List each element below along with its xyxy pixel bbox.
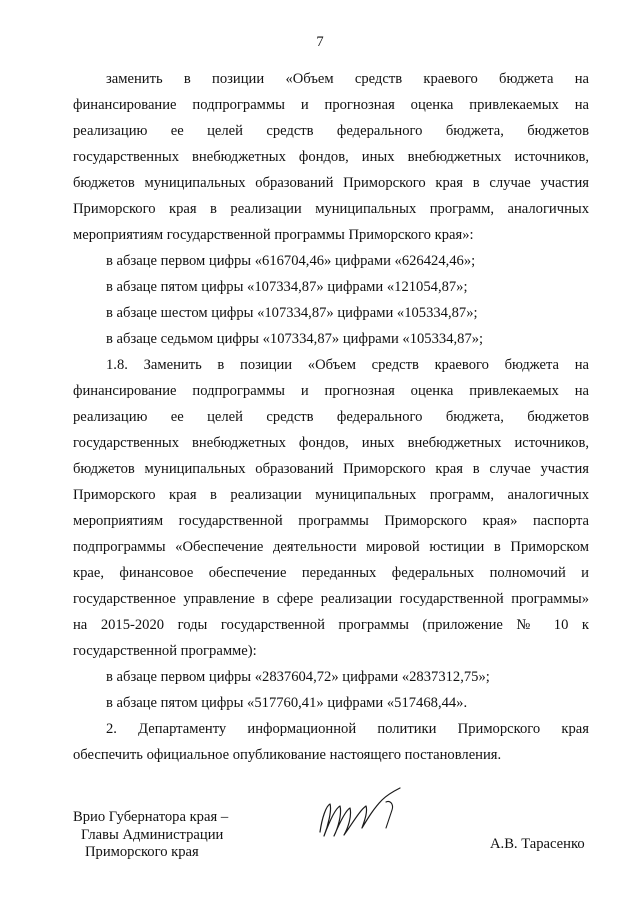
text-line: бюджетов муниципальных образований Приморского края в случае участия [73,175,589,191]
text-line: финансирование подпрограммы и прогнозная оценка привлекаемых на [73,383,589,399]
text-line: в абзаце первом цифры «2837604,72» цифрами «2837312,75»; [106,669,490,685]
text-line: в абзаце шестом цифры «107334,87» цифрами «105334,87»; [106,305,478,321]
text-line: Приморского края в реализации муниципальных программ, аналогичных [73,487,589,503]
text-line: подпрограммы «Обеспечение деятельности мировой юстиции в Приморском [73,539,589,555]
text-line: финансирование подпрограммы и прогнозная оценка привлекаемых на [73,97,589,113]
text-line: 1.8. Заменить в позиции «Объем средств краевого бюджета на [106,357,589,373]
text-line: государственных внебюджетных фондов, иных внебюджетных источников, [73,435,589,451]
text-line: государственных внебюджетных фондов, иных внебюджетных источников, [73,149,589,165]
text-line: в абзаце седьмом цифры «107334,87» цифрами «105334,87»; [106,331,484,347]
handwritten-signature [312,780,412,850]
text-line: мероприятиям государственной программы Приморского края» паспорта [73,513,589,529]
text-line: в абзаце первом цифры «616704,46» цифрами «626424,46»; [106,253,476,269]
signatory-title-line: Врио Губернатора края – [73,809,229,825]
signatory-title-line: Приморского края [85,844,199,860]
text-line: заменить в позиции «Объем средств краевого бюджета на [106,71,589,87]
text-line: Приморского края в реализации муниципальных программ, аналогичных [73,201,589,217]
signatory-title-line: Главы Администрации [81,826,224,843]
signer-name: А.В. Тарасенко [490,836,585,852]
text-line: крае, финансовое обеспечение переданных федеральных полномочий и [73,565,589,581]
text-line: мероприятиям государственной программы Приморского края»: [73,227,474,243]
text-line: государственное управление в сфере реализации государственной программы» [73,591,589,607]
text-line: реализацию ее целей средств федерального бюджета, бюджетов [73,123,589,139]
text-line: бюджетов муниципальных образований Приморского края в случае участия [73,461,589,477]
signatory-title [73,809,228,862]
page-number: 7 [316,34,324,50]
text-line: реализацию ее целей средств федерального бюджета, бюджетов [73,409,589,425]
text-line: 2. Департаменту информационной политики Приморского края [106,721,589,737]
text-line: на 2015-2020 годы государственной программы (приложение № 10 к [73,617,589,633]
text-line: в абзаце пятом цифры «107334,87» цифрами «121054,87»; [106,279,468,295]
text-line: государственной программе): [73,643,257,659]
text-line: обеспечить официальное опубликование настоящего постановления. [73,747,502,763]
text-line: в абзаце пятом цифры «517760,41» цифрами «517468,44». [106,695,468,711]
